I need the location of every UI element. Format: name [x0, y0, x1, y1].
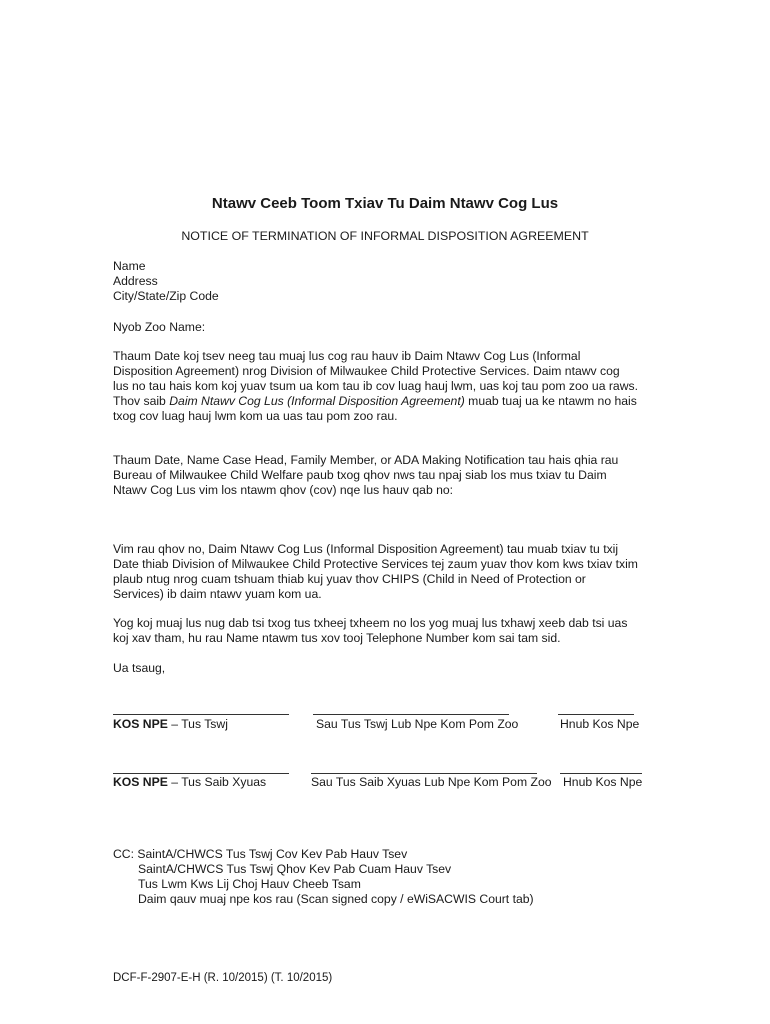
recipient-name: Name — [113, 259, 146, 273]
text-segment: Thov saib — [113, 394, 170, 408]
paragraph-4 — [113, 616, 658, 646]
form-number: DCF-F-2907-E-H (R. 10/2015) (T. 10/2015) — [113, 972, 333, 984]
paragraph-line: Thaum Date koj tsev neeg tau muaj lus cog rau hauv ib Daim Ntawv Cog Lus (Informal — [113, 349, 581, 363]
document-subtitle: NOTICE OF TERMINATION OF INFORMAL DISPOSITION AGREEMENT — [181, 229, 589, 243]
date-label-manager: Hnub Kos Npe — [560, 717, 640, 731]
paragraph-line: Ntawv Cog Lus vim los ntawm qhov (cov) nqe lus hauv qab no: — [113, 483, 454, 497]
recipient-address: Address — [113, 274, 158, 288]
sign-label-role: – Tus Saib Xyuas — [167, 775, 267, 789]
paragraph-line — [113, 394, 658, 409]
paragraph-2 — [113, 453, 658, 498]
sign-label-role: – Tus Tswj — [167, 717, 228, 731]
paragraph-line: lus no tau hais kom koj yuav tsum ua kom tau ib cov luag hauj lwm, uas koj tau pom zoo ua raws. — [113, 379, 638, 393]
date-line-supervisor[interactable] — [560, 773, 642, 774]
paragraph-line: Services) ib daim ntawv yuam kom ua. — [113, 587, 322, 601]
sign-label-bold: KOS NPE — [113, 717, 168, 731]
paragraph-line: Vim rau qhov no, Daim Ntawv Cog Lus (Informal Disposition Agreement) tau muab txiav tu txij — [113, 542, 619, 556]
paragraph-line: Disposition Agreement) nrog Division of Milwaukee Child Protective Services. Daim ntawv cog — [113, 364, 620, 378]
paragraph-1 — [113, 349, 658, 424]
cc-line: CC: SaintA/CHWCS Tus Tswj Cov Kev Pab Hauv Tsev — [113, 847, 408, 861]
signature-label-supervisor — [113, 775, 266, 789]
sign-label-bold: KOS NPE — [113, 775, 168, 789]
text-segment: muab tuaj ua ke ntawm no hais — [464, 394, 637, 408]
recipient-city-state-zip: City/State/Zip Code — [113, 289, 219, 303]
signature-line-manager[interactable] — [113, 714, 289, 715]
paragraph-line: koj xav tham, hu rau Name ntawm tus xov tooj Telephone Number kom sai tam sid. — [113, 631, 561, 645]
paragraph-line: plaub ntug nrog cuam tshuam thiab kuj yuav thov CHIPS (Child in Need of Protection or — [113, 572, 586, 586]
paragraph-line: Thaum Date, Name Case Head, Family Member, or ADA Making Notification tau hais qhia rau — [113, 453, 619, 467]
paragraph-line: Bureau of Milwaukee Child Welfare paub txog qhov nws tau npaj siab los mus txiav tu Daim — [113, 468, 607, 482]
paragraph-line: Date thiab Division of Milwaukee Child Protective Services tej zaum yuav thov kom kws txiav txim — [113, 557, 638, 571]
cc-line: SaintA/CHWCS Tus Tswj Qhov Kev Pab Cuam Hauv Tsev — [138, 862, 452, 876]
document-title: Ntawv Ceeb Toom Txiav Tu Daim Ntawv Cog Lus — [211, 195, 559, 212]
cc-block — [113, 847, 534, 907]
cc-line: Tus Lwm Kws Lij Choj Hauv Cheeb Tsam — [138, 877, 361, 891]
salutation: Nyob Zoo Name: — [113, 320, 206, 334]
closing: Ua tsaug, — [113, 661, 166, 675]
signature-line-supervisor[interactable] — [113, 773, 289, 774]
paragraph-3 — [113, 542, 658, 602]
signature-label-manager — [113, 717, 228, 731]
name-label-manager: Sau Tus Tswj Lub Npe Kom Pom Zoo — [316, 717, 519, 731]
date-label-supervisor: Hnub Kos Npe — [563, 775, 643, 789]
name-line-supervisor[interactable] — [311, 773, 537, 774]
name-line-manager[interactable] — [313, 714, 509, 715]
name-label-supervisor: Sau Tus Saib Xyuas Lub Npe Kom Pom Zoo — [311, 775, 552, 789]
address-block — [113, 259, 658, 304]
paragraph-line: txog cov luag hauj lwm kom ua uas tau pom zoo rau. — [113, 409, 398, 423]
cc-line: Daim qauv muaj npe kos rau (Scan signed copy / eWiSACWIS Court tab) — [138, 892, 534, 906]
date-line-manager[interactable] — [558, 714, 634, 715]
paragraph-line: Yog koj muaj lus nug dab tsi txog tus txheej txheem no los yog muaj lus txhawj xeeb dab tsi uas — [113, 616, 628, 630]
agreement-reference: Daim Ntawv Cog Lus (Informal Disposition Agreement) — [169, 394, 465, 408]
